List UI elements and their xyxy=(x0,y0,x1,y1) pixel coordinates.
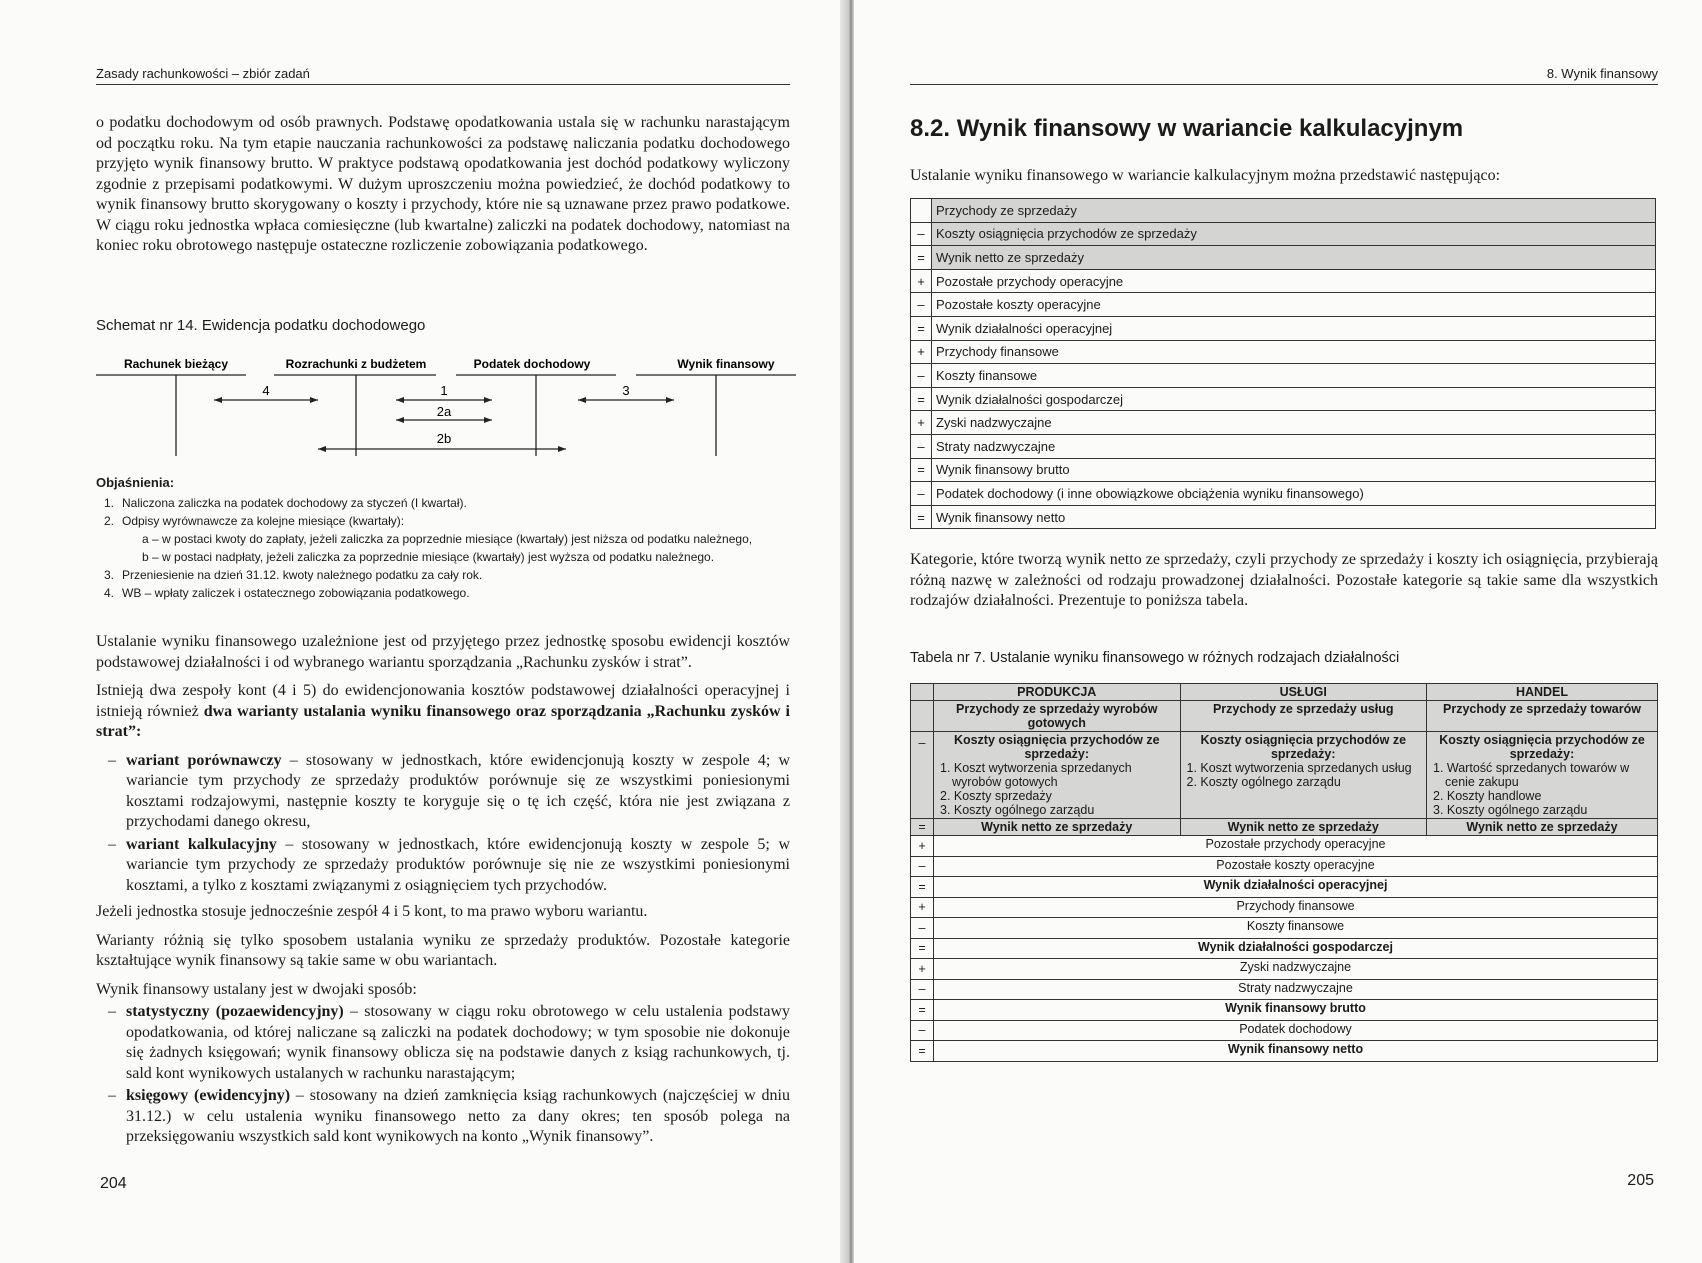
table7-operator: = xyxy=(911,1041,934,1062)
calc-operator: = xyxy=(911,316,932,340)
arrowhead-2a-right xyxy=(484,417,492,423)
account-label-bank: Rachunek bieżący xyxy=(123,357,229,371)
table7-costs-trade xyxy=(1427,732,1658,819)
arrowhead-1-left xyxy=(396,397,404,403)
intro-paragraph xyxy=(96,113,790,265)
calc-label: Wynik działalności operacyjnej xyxy=(932,316,1656,340)
table7-revenue-trade: Przychody ze sprzedaży towarów xyxy=(1427,701,1658,732)
table7-op-cell: = xyxy=(911,819,934,836)
calc-operator: + xyxy=(911,269,932,293)
table7-operator: – xyxy=(911,856,934,877)
calc-row xyxy=(911,505,1656,529)
table7-common-row xyxy=(911,856,1658,877)
table7-common-label: Pozostałe koszty operacyjne xyxy=(934,856,1658,877)
table7-common-row xyxy=(911,897,1658,918)
calc-operator: = xyxy=(911,458,932,482)
calc-label: Koszty osiągnięcia przychodów ze sprzedaży xyxy=(932,222,1656,246)
table7-op-cell xyxy=(911,701,934,732)
calc-row xyxy=(911,246,1656,270)
arrowhead-3-left xyxy=(578,397,586,403)
explanation-subitem: b – w postaci nadpłaty, jeżeli zaliczka za poprzednie miesiące (kwartały) jest wyższa od podatku należnego. xyxy=(142,550,715,564)
page-number-right: 205 xyxy=(1627,1172,1654,1189)
table7-common-label: Podatek dochodowy xyxy=(934,1020,1658,1041)
calc-row xyxy=(911,434,1656,458)
method-item-bookkeeping: – księgowy (ewidencyjny) – stosowany na dzień zamknięcia ksiąg rachunkowych (najczęściej w dniu 31.12.) w celu ustalenia wyniku finansowego netto za dany okres; ten sposób polega na przeksięgowaniu wszystkich sald kont wynikowych na konto „Wynik finansowy”. xyxy=(96,1086,790,1148)
explanation-item: 2. Odpisy wyrównawcze za kolejne miesiące (kwartały): xyxy=(104,514,405,528)
explanations-heading: Objaśnienia: xyxy=(96,475,175,490)
table7-costs-production xyxy=(934,732,1181,819)
table7-common-label: Wynik działalności operacyjnej xyxy=(934,877,1658,898)
calc-label: Zyski nadzwyczajne xyxy=(932,411,1656,435)
table7-common-row xyxy=(911,938,1658,959)
calc-operator: = xyxy=(911,505,932,529)
methods-list xyxy=(96,1002,790,1148)
running-head-left: Zasady rachunkowości – zbiór zadań xyxy=(96,66,310,81)
paragraph-evidence: Ustalanie wyniku finansowego uzależnione jest od przyjętego przez jednostkę sposobu ewidencji kosztów podstawowej działalności i od wybranego wariantu sporządzania „Rachunku zysków i strat”. xyxy=(96,633,790,671)
paragraph-methods: Wynik finansowy ustalany jest w dwojaki sposób: xyxy=(96,980,417,998)
calc-operator: + xyxy=(911,411,932,435)
cost-item: 1. Wartość sprzedanych towarów w cenie zakupu xyxy=(1433,761,1630,789)
calc-label: Przychody finansowe xyxy=(932,340,1656,364)
table7-operator: = xyxy=(911,938,934,959)
table7-operator: + xyxy=(911,959,934,980)
table7-operator: – xyxy=(911,1020,934,1041)
table7-header-trade: HANDEL xyxy=(1427,684,1658,701)
left-main-text xyxy=(96,632,790,1150)
table7-header-services: USŁUGI xyxy=(1180,684,1427,701)
calc-label: Wynik działalności gospodarczej xyxy=(932,387,1656,411)
table7-costs-row xyxy=(911,732,1658,819)
paragraph-difference: Warianty różnią się tylko sposobem ustalania wyniku ze sprzedaży produktów. Pozostałe kategorie kształtujące wynik finansowy są takie same w obu wariantach. xyxy=(96,931,790,969)
categories-paragraph: Kategorie, które tworzą wynik netto ze sprzedaży, czyli przychody ze sprzedaży i koszty ich osiągnięcia, przybierają różną nazwę w zależności od rodzaju prowadzonej działalności. Pozostałe kategorie są takie same dla wszystkich rodzajów działalności. Prezentuje to poniższa tabela. xyxy=(910,551,1658,609)
arrow-label-1: 1 xyxy=(440,383,448,398)
arrowhead-2b-right xyxy=(558,446,566,452)
table7-title: Tabela nr 7. Ustalanie wyniku finansowego w różnych rodzajach działalności xyxy=(910,650,1400,666)
costs-heading: Koszty osiągnięcia przychodów ze sprzedaży: xyxy=(1200,733,1407,761)
explanation-item: 3. Przeniesienie na dzień 31.12. kwoty należnego podatku za cały rok. xyxy=(104,568,483,582)
cost-item: 1. Koszt wytworzenia sprzedanych usług xyxy=(1186,761,1412,775)
calc-operator: – xyxy=(911,434,932,458)
header-rule-left xyxy=(96,84,790,85)
header-rule-right xyxy=(910,84,1658,85)
account-label-tax: Podatek dochodowy xyxy=(473,357,591,371)
table7-operator: = xyxy=(911,1000,934,1021)
paragraph-variants: Istnieją dwa zespoły kont (4 i 5) do ewidencjonowania kosztów podstawowej działalności operacyjnej i istnieją również dwa warianty ustalania wyniku finansowego oraz sporządzania „Rachunku zysków i strat”: xyxy=(96,682,790,740)
calc-label: Koszty finansowe xyxy=(932,364,1656,388)
table7-operator: – xyxy=(911,979,934,1000)
arrowhead-4-right xyxy=(310,397,318,403)
cost-item: 3. Koszty ogólnego zarządu xyxy=(940,803,1095,817)
paragraph-choice: Jeżeli jednostka stosuje jednocześnie zespół 4 i 5 kont, to ma prawo wyboru wariantu. xyxy=(96,903,648,920)
table7-common-row xyxy=(911,1000,1658,1021)
table7-common-row xyxy=(911,1020,1658,1041)
table7-net-production: Wynik netto ze sprzedaży xyxy=(934,819,1181,836)
arrowhead-2a-left xyxy=(396,417,404,423)
table7-operator: – xyxy=(911,918,934,939)
calc-label: Wynik finansowy netto xyxy=(932,505,1656,529)
table7-revenue-services: Przychody ze sprzedaży usług xyxy=(1180,701,1427,732)
calc-row xyxy=(911,364,1656,388)
calc-label: Pozostałe koszty operacyjne xyxy=(932,293,1656,317)
calc-label: Straty nadzwyczajne xyxy=(932,434,1656,458)
table7-common-row xyxy=(911,877,1658,898)
table7-common-row xyxy=(911,979,1658,1000)
costs-heading: Koszty osiągnięcia przychodów ze sprzedaży: xyxy=(1439,733,1645,761)
table7-common-label: Wynik finansowy netto xyxy=(934,1041,1658,1062)
arrowhead-2b-left xyxy=(318,446,326,452)
left-page xyxy=(0,0,848,1263)
table7-op-cell xyxy=(911,684,934,701)
calc-label: Pozostałe przychody operacyjne xyxy=(932,269,1656,293)
t-account-schema xyxy=(96,352,796,462)
table7-net-row xyxy=(911,819,1658,836)
explanation-item: 1. Naliczona zaliczka na podatek dochodowy za styczeń (I kwartał). xyxy=(104,496,467,510)
table7-common-label: Koszty finansowe xyxy=(934,918,1658,939)
variants-list xyxy=(96,751,790,897)
table7-operator: + xyxy=(911,897,934,918)
cost-item: 2. Koszty sprzedaży xyxy=(940,789,1052,803)
calc-operator: – xyxy=(911,364,932,388)
table7-revenue-row xyxy=(911,701,1658,732)
table7-op-cell: – xyxy=(911,732,934,819)
arrowhead-1-right xyxy=(484,397,492,403)
variant-item-calculative: – wariant kalkulacyjny – stosowany w jednostkach, które ewidencjonują koszty w zespole 5; w wariancie tym przychody ze sprzedaży produktów porównuje się nie ze wszystkimi poniesionymi kosztami, a tylko z kosztami związanymi z osiągnięciem tych przychodów. xyxy=(96,835,790,897)
calc-label: Wynik finansowy brutto xyxy=(932,458,1656,482)
arrow-label-3: 3 xyxy=(622,383,630,398)
calc-row xyxy=(911,411,1656,435)
right-page xyxy=(854,0,1702,1263)
calc-scheme-table xyxy=(910,198,1656,529)
table7-net-services: Wynik netto ze sprzedaży xyxy=(1180,819,1427,836)
calc-operator: = xyxy=(911,387,932,411)
calc-row xyxy=(911,387,1656,411)
table7-common-label: Wynik działalności gospodarczej xyxy=(934,938,1658,959)
arrowhead-3-right xyxy=(666,397,674,403)
cost-item: 3. Koszty ogólnego zarządu xyxy=(1433,803,1588,817)
table7-net-trade: Wynik netto ze sprzedaży xyxy=(1427,819,1658,836)
calc-operator: – xyxy=(911,482,932,506)
cost-item: 2. Koszty handlowe xyxy=(1433,789,1542,803)
table7-common-label: Zyski nadzwyczajne xyxy=(934,959,1658,980)
calc-row xyxy=(911,269,1656,293)
calc-row xyxy=(911,458,1656,482)
arrow-label-2a: 2a xyxy=(436,404,452,419)
variant-item-comparative: – wariant porównawczy – stosowany w jednostkach, które ewidencjonują koszty w zespole 4; w wariancie tym przychody ze sprzedaży produktów porównuje się ze wszystkimi poniesionymi kosztami rodzajowymi, następnie koszty te koryguje się o tę ich część, która nie jest związana z przychodami danego okresu, xyxy=(96,751,790,833)
calc-label: Przychody ze sprzedaży xyxy=(932,199,1656,223)
calc-row xyxy=(911,293,1656,317)
costs-heading: Koszty osiągnięcia przychodów ze sprzedaży: xyxy=(953,733,1160,761)
table7-common-row xyxy=(911,836,1658,857)
calc-operator: – xyxy=(911,222,932,246)
table7-common-label: Przychody finansowe xyxy=(934,897,1658,918)
arrow-label-2b: 2b xyxy=(436,431,452,446)
cost-item: 1. Koszt wytworzenia sprzedanych wyrobów gotowych xyxy=(940,761,1132,789)
table7-revenue-production: Przychody ze sprzedaży wyrobów gotowych xyxy=(934,701,1181,732)
calc-row xyxy=(911,222,1656,246)
running-head-right: 8. Wynik finansowy xyxy=(1546,66,1658,81)
explanations xyxy=(96,474,796,602)
calc-intro: Ustalanie wyniku finansowego w wariancie kalkulacyjnym można przedstawić następująco: xyxy=(910,167,1501,184)
table7 xyxy=(910,683,1658,1062)
calc-label: Wynik netto ze sprzedaży xyxy=(932,246,1656,270)
arrow-label-4: 4 xyxy=(262,383,270,398)
table7-operator: = xyxy=(911,877,934,898)
explanation-subitem: a – w postaci kwoty do zapłaty, jeżeli zaliczka za poprzednie miesiące (kwartały) jest niższa od podatku należnego, xyxy=(142,532,753,546)
table7-costs-services xyxy=(1180,732,1427,819)
table7-common-row xyxy=(911,1041,1658,1062)
method-item-statistical: – statystyczny (pozaewidencyjny) – stosowany w ciągu roku obrotowego w celu ustalenia podstawy opodatkowania, od której naliczane są zaliczki na podatek dochodowy; w tym sposobie nie dokonuje się żadnych księgowań; wynik finansowy oblicza się na podstawie danych z ksiąg rachunkowych, tj. sald kont wynikowych ustalanych w rachunku narastającym; xyxy=(96,1002,790,1084)
table7-header-row xyxy=(911,684,1658,701)
calc-operator: = xyxy=(911,246,932,270)
calc-row xyxy=(911,199,1656,223)
calc-row xyxy=(911,482,1656,506)
table7-common-label: Pozostałe przychody operacyjne xyxy=(934,836,1658,857)
calc-operator: + xyxy=(911,340,932,364)
table7-common-row xyxy=(911,918,1658,939)
calc-row xyxy=(911,340,1656,364)
calc-operator xyxy=(911,199,932,223)
schema-title: Schemat nr 14. Ewidencja podatku dochodowego xyxy=(96,317,426,334)
table7-common-row xyxy=(911,959,1658,980)
calc-operator: – xyxy=(911,293,932,317)
account-label-result: Wynik finansowy xyxy=(677,357,775,371)
arrowhead-4-left xyxy=(214,397,222,403)
account-label-budget: Rozrachunki z budżetem xyxy=(285,357,427,371)
table7-common-label: Straty nadzwyczajne xyxy=(934,979,1658,1000)
intro-text: o podatku dochodowym od osób prawnych. Podstawę opodatkowania ustala się w rachunku narastającym od początku roku. Na tym etapie nauczania rachunkowości za podstawę naliczania podatku dochodowego przyjęto wynik finansowy brutto. W praktyce podstawą opodatkowania jest dochód podatkowy wyliczony zgodnie z przepisami podatkowymi. W dużym uproszczeniu można powiedzieć, że dochód podatkowy to wynik finansowy brutto skorygowany o koszty i przychody, które nie są uznawane przez prawo podatkowe. W ciągu roku jednostka wpłaca comiesięczne (lub kwartalne) zaliczki na podatek dochodowy, natomiast na koniec roku obrotowego następuje ostateczne rozliczenie zobowiązania podatkowego. xyxy=(96,114,790,254)
page-number-left: 204 xyxy=(100,1175,127,1192)
table7-operator: + xyxy=(911,836,934,857)
calc-label: Podatek dochodowy (i inne obowiązkowe obciążenia wyniku finansowego) xyxy=(932,482,1656,506)
table7-common-label: Wynik finansowy brutto xyxy=(934,1000,1658,1021)
section-title: 8.2. Wynik finansowy w wariancie kalkulacyjnym xyxy=(910,115,1464,142)
cost-item: 2. Koszty ogólnego zarządu xyxy=(1186,775,1341,789)
explanation-item: 4. WB – wpłaty zaliczek i ostatecznego zobowiązania podatkowego. xyxy=(104,586,470,600)
calc-row xyxy=(911,316,1656,340)
table7-header-production: PRODUKCJA xyxy=(934,684,1181,701)
